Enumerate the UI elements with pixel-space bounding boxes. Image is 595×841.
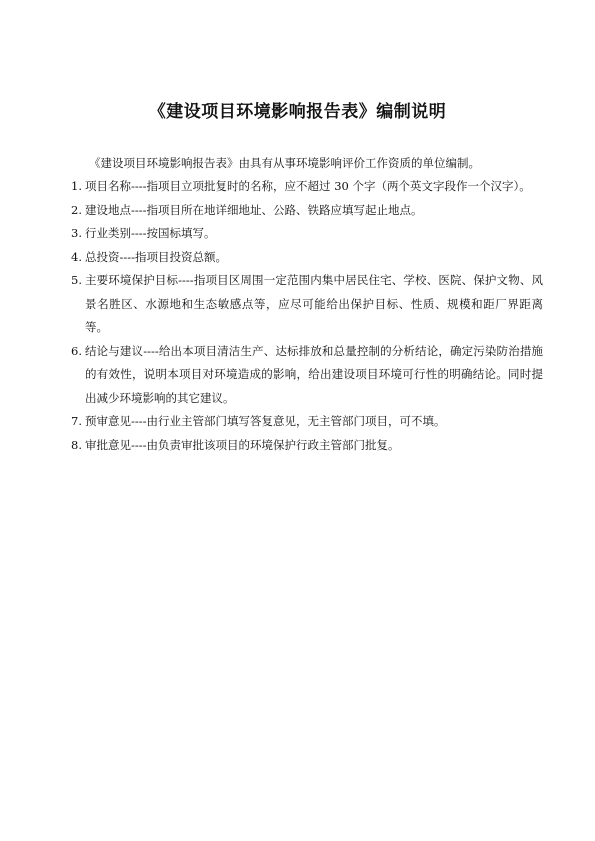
list-item <box>71 434 543 458</box>
list-item <box>71 222 543 246</box>
list-item <box>71 175 543 199</box>
instruction-list <box>71 175 543 457</box>
list-item-number: 2. <box>71 202 82 217</box>
list-item <box>71 410 543 434</box>
list-item-text: 行业类别----按国标填写。 <box>85 226 216 240</box>
list-item-text: 结论与建议----给出本项目清洁生产、达标排放和总量控制的分析结论，确定污染防治措施的有效性，说明本项目对环境造成的影响，给出建设项目环境可行性的明确结论。同时提出减少环境影响的其它建议。 <box>85 343 543 405</box>
list-item-number: 3. <box>71 226 82 240</box>
intro-paragraph: 《建设项目环境影响报告表》由具有从事环境影响评价工作资质的单位编制。 <box>89 156 480 170</box>
list-item <box>71 340 543 411</box>
list-item-number: 5. <box>71 273 82 287</box>
list-item-number: 8. <box>71 437 82 452</box>
list-item-text: 总投资----指项目投资总额。 <box>85 249 228 264</box>
list-item-number: 6. <box>71 343 82 358</box>
list-item-number: 7. <box>71 414 82 428</box>
list-item <box>71 246 543 270</box>
list-item-number: 1. <box>71 179 82 193</box>
list-item <box>71 199 543 223</box>
list-item-number: 4. <box>71 249 82 264</box>
list-item-text: 预审意见----由行业主管部门填写答复意见，无主管部门项目，可不填。 <box>85 414 446 428</box>
list-item-text: 审批意见----由负责审批该项目的环境保护行政主管部门批复。 <box>85 437 400 452</box>
list-item-text: 主要环境保护目标----指项目区周围一定范围内集中居民住宅、学校、医院、保护文物、风景名胜区、水源地和生态敏感点等，应尽可能给出保护目标、性质、规模和距厂界距离等。 <box>85 273 543 334</box>
document-title: 《建设项目环境影响报告表》编制说明 <box>148 102 447 122</box>
list-item <box>71 269 543 340</box>
list-item-text: 建设地点----指项目所在地详细地址、公路、铁路应填写起止地点。 <box>85 202 423 217</box>
list-item-text: 项目名称----指项目立项批复时的名称，应不超过 30 个字（两个英文字段作一个汉字）。 <box>85 179 531 193</box>
